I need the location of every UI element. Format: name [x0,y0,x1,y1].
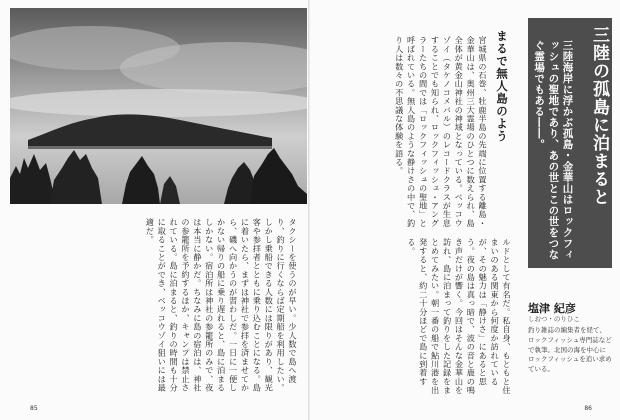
article-title: 三陸の孤島に泊まると [589,26,609,206]
left-body-text: タクシーを使うのが早い。少人数で島へ渡り、釣りに行くならば定期船を利用したい。しかし乗船できる人数には限りがあり、観光客や参拝者とともに乗り込むことになる。島に着いたら、まずは神社で参拝を済ませてから、磯へ向かうのが習わしだ。一日に一便しかない帰りの船に乗り遅れると、島に泊まるしかない。宿泊所は神社の参籠所のみで、夜は本当に静かだ。ちなみに島の宿泊は、神社の参籠所を予約するほか、キャンプは禁止されている。島に泊まると、釣りの時間も十分に取ることができ、ベッコウゾイ狙いには最適だ。 [145,218,298,392]
author-reading: しおつ・のりひこ [528,315,580,323]
author-name: 塩津 紀彦 [528,302,576,315]
author-bio: 釣り雑誌の編集者を経て、ロックフィッシュ専門誌などで執筆。北国の海を中心にロックフィッシュを追い求めている。 [528,326,612,373]
section-heading: まるで無人島のよう [495,30,509,143]
title-block [528,18,612,268]
article-subtitle: 三陸海岸に浮かぶ孤島・金華山はロックフィッシュの聖地であり、あの世とこの世をつなぐ霊場でもある――。 [533,40,574,260]
page-number-right: 86 [584,405,592,412]
island-photo-image [10,8,307,204]
right-body-text-bottom: ルドとして有名だ。私自身、もともと住まいのある関東から何度か訪れているが、その魅力は「静けさ」にあると思う。夜の島は真っ暗で、波の音と鹿の鳴き声だけが響く。今回はそんな金華山を訪れ、島に泊まって釣りをした記録をまとめてみたい。朝一番の船で鮎川港を出発すると、約二十分ほどで島に到着する。 [406,238,512,395]
island-photo [10,8,307,204]
page-number-left: 85 [30,405,38,412]
right-body-text-top: 宮城県の石巻、牡鹿半島の先端に位置する離島・金華山は、奥州三大霊場のひとつに数えられ、島全体が黄金山神社の神域となっている。ベッコウゾイ（タケノコメバル）のレコードクラスが生息することでも知られ、ロックフィッシュ・アングラーたちの間では「ロックフィッシュの聖地」と呼ばれている。無人島のような静けさの中で、釣り人は数々の不思議な体験を語る。 [394,36,488,228]
